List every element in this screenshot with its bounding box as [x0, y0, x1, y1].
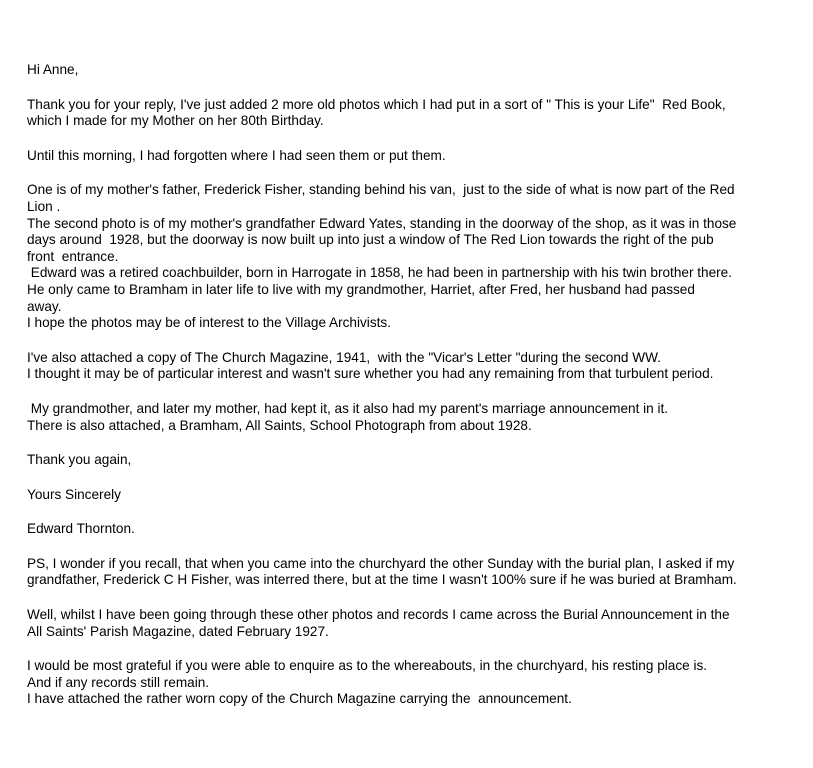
paragraph-gap [27, 383, 807, 401]
paragraph-gap [27, 589, 807, 607]
greeting: Hi Anne, [27, 62, 79, 77]
text-line: I would be most grateful if you were able to enquire as to the whereabouts, in the churchyard, his resting place is. [27, 658, 708, 674]
closing-line: Yours Sincerely [27, 486, 121, 502]
paragraph-gap [27, 538, 807, 556]
paragraph-gap [27, 503, 807, 521]
postscript-burial-announcement [27, 607, 807, 640]
letter-body [27, 62, 807, 708]
paragraph-photo-descriptions [27, 182, 807, 331]
text-line: One is of my mother's father, Frederick Fisher, standing behind his van, just to the side of what is now part of the Red [27, 182, 735, 198]
thanks-line: Thank you again, [27, 452, 132, 468]
paragraph-grandmother [27, 401, 807, 434]
paragraph-gap [27, 164, 807, 182]
text-line: I hope the photos may be of interest to the Village Archivists. [27, 315, 391, 331]
text-line: away. [27, 298, 62, 314]
text-line: front entrance. [27, 248, 119, 264]
postscript-request [27, 658, 807, 708]
text-line: PS, I wonder if you recall, that when you came into the churchyard the other Sunday with the burial plan, I asked if my [27, 555, 735, 571]
signature: Edward Thornton. [27, 521, 135, 537]
text-line: Until this morning, I had forgotten where I had seen them or put them. [27, 147, 446, 163]
paragraph-gap [27, 332, 807, 350]
text-line: I have attached the rather worn copy of the Church Magazine carrying the announcement. [27, 691, 572, 707]
text-line: which I made for my Mother on her 80th Birthday. [27, 113, 324, 129]
text-line: Edward was a retired coachbuilder, born in Harrogate in 1858, he had been in partnership with his twin brother there. [27, 265, 733, 281]
text-line: The second photo is of my mother's grandfather Edward Yates, standing in the doorway of the shop, as it was in those [27, 215, 737, 231]
text-line: I've also attached a copy of The Church Magazine, 1941, with the "Vicar's Letter "during the second WW. [27, 349, 661, 365]
paragraph-gap [27, 640, 807, 658]
postscript-burial-plan [27, 556, 807, 589]
text-line: grandfather, Frederick C H Fisher, was interred there, but at the time I wasn't 100% sure if he was buried at Bramham. [27, 572, 737, 588]
text-line: Thank you for your reply, I've just added 2 more old photos which I had put in a sort of " This is your Life" Red Book, [27, 96, 726, 112]
paragraph-gap [27, 469, 807, 487]
text-line: And if any records still remain. [27, 674, 210, 690]
paragraph-forgotten [27, 148, 807, 165]
paragraph-gap [27, 130, 807, 148]
paragraph-photos-added [27, 97, 807, 130]
text-line: My grandmother, and later my mother, had kept it, as it also had my parent's marriage announcement in it. [27, 400, 669, 416]
text-line: All Saints' Parish Magazine, dated February 1927. [27, 623, 329, 639]
paragraph-gap [27, 79, 807, 97]
text-line: He only came to Bramham in later life to live with my grandmother, Harriet, after Fred, her husband had passed [27, 281, 695, 297]
text-line: Well, whilst I have been going through these other photos and records I came across the Burial Announcement in the [27, 607, 730, 623]
text-line: There is also attached, a Bramham, All Saints, School Photograph from about 1928. [27, 417, 532, 433]
text-line: days around 1928, but the doorway is now built up into just a window of The Red Lion towards the right of the pub [27, 232, 714, 248]
paragraph-church-magazine [27, 350, 807, 383]
paragraph-gap [27, 434, 807, 452]
text-line: I thought it may be of particular interest and wasn't sure whether you had any remaining from that turbulent period. [27, 366, 714, 382]
text-line: Lion . [27, 198, 61, 214]
